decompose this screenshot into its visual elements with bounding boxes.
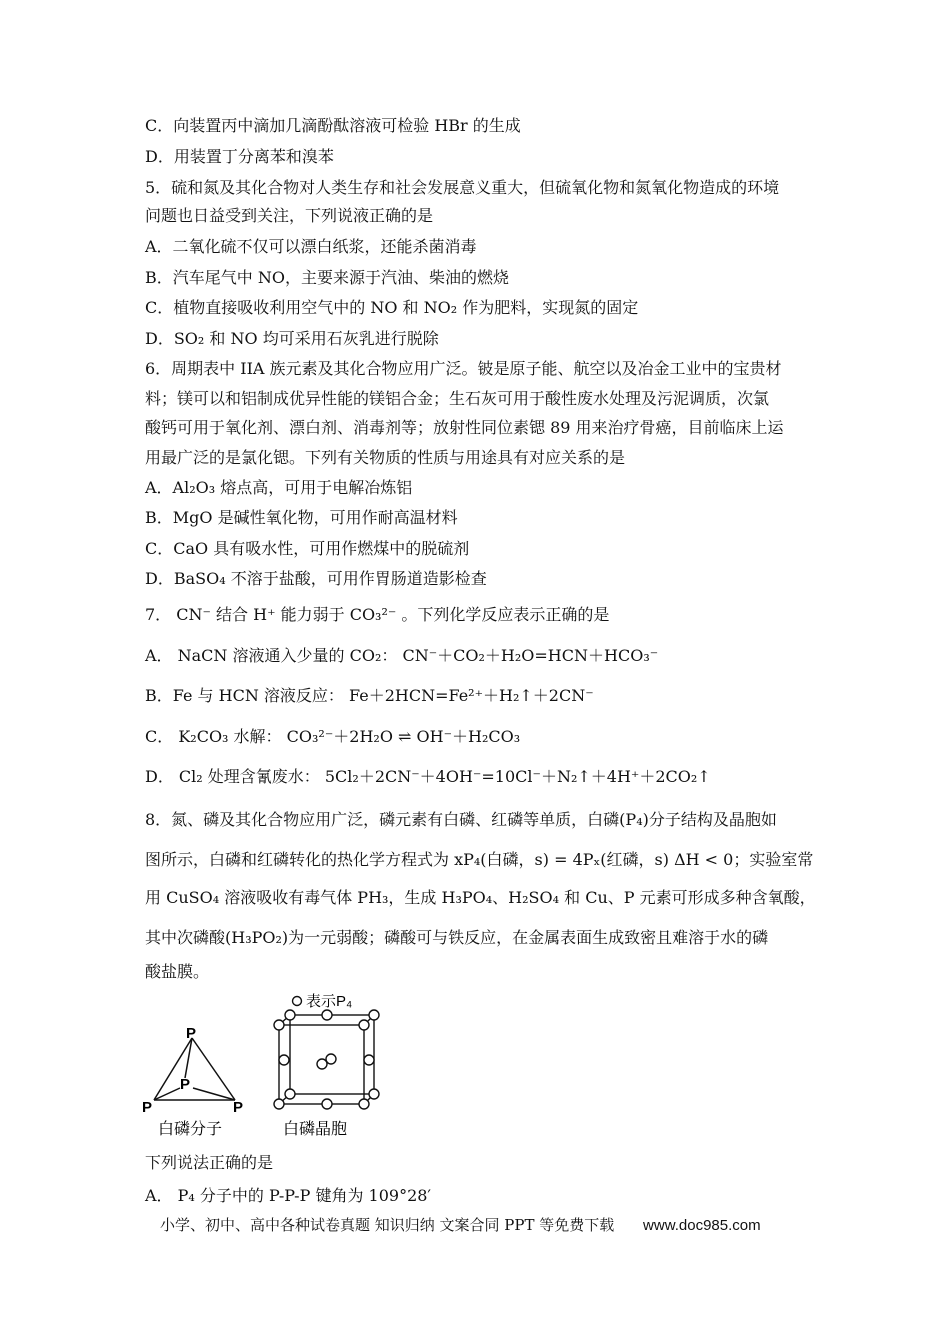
p4-unit-cell-diagram — [270, 986, 390, 1146]
option-b-q6: B．MgO 是碱性氧化物，可用作耐高温材料 — [145, 508, 458, 527]
question-6-stem-4: 用最广泛的是氯化锶。下列有关物质的性质与用途具有对应关系的是 — [145, 448, 626, 467]
option-a-q7: A． NaCN 溶液通入少量的 CO₂： CN⁻＋CO₂＋H₂O=HCN＋HCO₃⁻ — [145, 646, 659, 665]
p4-molecule-diagram — [140, 1020, 260, 1145]
question-7-stem: 7． CN⁻ 结合 H⁺ 能力弱于 CO₃²⁻ 。下列化学反应表示正确的是 — [145, 605, 610, 624]
option-b-q7: B．Fe 与 HCN 溶液反应： Fe＋2HCN=Fe²⁺＋H₂↑＋2CN⁻ — [145, 686, 594, 705]
footer-text: 小学、初中、高中各种试卷真题 知识归纳 文案合同 PPT 等免费下载 — [160, 1216, 615, 1234]
crystal-legend-label: 表示P₄ — [306, 993, 353, 1010]
white-phosphorus-molecule-figure — [140, 1020, 260, 1145]
question-8-stem-5: 酸盐膜。 — [145, 962, 210, 981]
atom-label-top: P — [186, 1025, 197, 1042]
atom-label-right: P — [233, 1099, 244, 1116]
crystal-caption: 白磷晶胞 — [283, 1121, 348, 1138]
option-c-q6: C．CaO 具有吸水性，可用作燃煤中的脱硫剂 — [145, 539, 470, 558]
question-8-stem-3: 用 CuSO₄ 溶液吸收有毒气体 PH₃，生成 H₃PO₄、H₂SO₄ 和 Cu、P 元素可形成多种含氧酸， — [145, 888, 816, 907]
question-6-stem-3: 酸钙可用于氧化剂、漂白剂、消毒剂等；放射性同位素锶 89 用来治疗骨癌，目前临床上运 — [145, 418, 784, 437]
option-b-q5: B．汽车尾气中 NO，主要来源于汽油、柴油的燃烧 — [145, 268, 509, 287]
question-8-stem: 8．氮、磷及其化合物应用广泛，磷元素有白磷、红磷等单质，白磷(P₄)分子结构及晶胞如 — [145, 810, 777, 829]
option-d-q6: D．BaSO₄ 不溶于盐酸，可用作胃肠道造影检查 — [145, 569, 487, 588]
question-6-stem: 6．周期表中 IIA 族元素及其化合物应用广泛。铍是原子能、航空以及冶金工业中的宝贵材 — [145, 359, 782, 378]
footer-website-link[interactable]: www.doc985.com — [643, 1217, 761, 1234]
option-d-q5: D．SO₂ 和 NO 均可采用石灰乳进行脱除 — [145, 329, 439, 348]
page-footer — [160, 1214, 761, 1235]
option-c-q4: C．向装置丙中滴加几滴酚酞溶液可检验 HBr 的生成 — [145, 116, 521, 135]
legend-circle — [293, 997, 302, 1006]
question-8-prompt: 下列说法正确的是 — [145, 1153, 274, 1172]
molecule-caption: 白磷分子 — [158, 1121, 223, 1138]
question-8-stem-4: 其中次磷酸(H₃PO₂)为一元弱酸；磷酸可与铁反应，在金属表面生成致密且难溶于水的磷 — [145, 928, 769, 947]
question-6-stem-2: 料；镁可以和铝制成优异性能的镁铝合金；生石灰可用于酸性废水处理及污泥调质，次氯 — [145, 389, 770, 408]
option-a-q6: A．Al₂O₃ 熔点高，可用于电解冶炼铝 — [145, 478, 413, 497]
question-5-stem: 5．硫和氮及其化合物对人类生存和社会发展意义重大，但硫氧化物和氮氧化物造成的环境 — [145, 178, 780, 197]
option-c-q5: C．植物直接吸收利用空气中的 NO 和 NO₂ 作为肥料，实现氮的固定 — [145, 298, 639, 317]
atom-label-left: P — [142, 1099, 153, 1116]
white-phosphorus-crystal-figure — [270, 986, 390, 1146]
question-8-stem-2: 图所示，白磷和红磷转化的热化学方程式为 xP₄(白磷，s) = 4Pₓ(红磷，s) ΔH < 0；实验室常 — [145, 850, 814, 869]
option-c-q7: C． K₂CO₃ 水解： CO₃²⁻＋2H₂O ⇌ OH⁻＋H₂CO₃ — [145, 727, 521, 746]
option-d-q7: D． Cl₂ 处理含氰废水： 5Cl₂＋2CN⁻＋4OH⁻=10Cl⁻＋N₂↑＋4H⁺＋2CO₂↑ — [145, 767, 711, 786]
option-a-q8: A． P₄ 分子中的 P-P-P 键角为 109°28′ — [145, 1186, 432, 1205]
option-d-q4: D．用装置丁分离苯和溴苯 — [145, 147, 334, 166]
question-5-stem-cont: 问题也日益受到关注，下列说液正确的是 — [145, 206, 434, 225]
atom-label-center: P — [180, 1076, 191, 1093]
option-a-q5: A．二氧化硫不仅可以漂白纸浆，还能杀菌消毒 — [145, 237, 477, 256]
